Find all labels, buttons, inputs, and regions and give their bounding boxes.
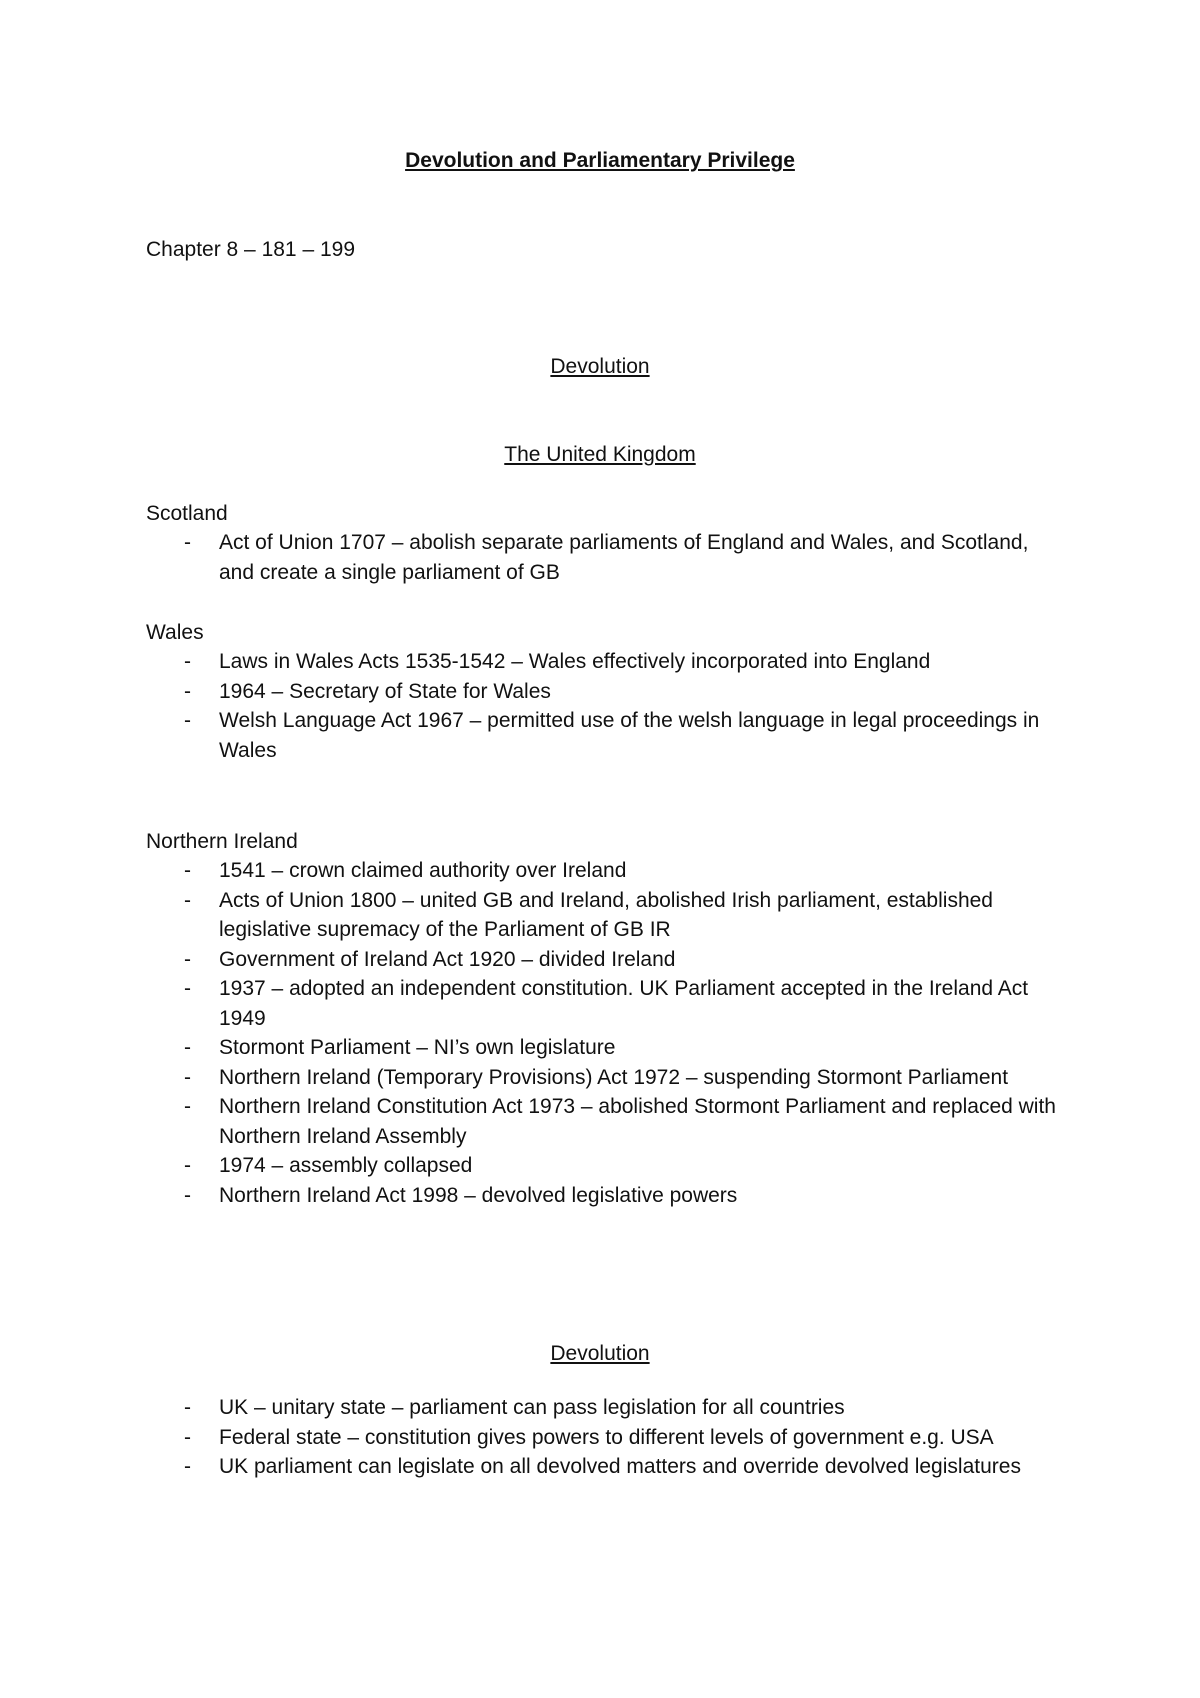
region-northern-ireland: [146, 828, 1066, 1210]
dash-bullet: -: [184, 859, 191, 882]
dash-bullet: -: [184, 1154, 191, 1177]
dash-bullet: -: [184, 650, 191, 673]
dash-bullet: -: [184, 1065, 191, 1089]
dash-bullet: -: [184, 888, 191, 912]
list-item: - Act of Union 1707 – abolish separate parliaments of England and Wales, and Scotland, and create a single parliament of GB: [146, 528, 1066, 587]
list-item: - Stormont Parliament – NI’s own legislature: [146, 1033, 1066, 1063]
region-list: [146, 528, 1066, 587]
page-title: Devolution and Parliamentary Privilege: [405, 149, 795, 172]
dash-bullet: -: [184, 531, 191, 554]
list-item: - Northern Ireland (Temporary Provisions) Act 1972 – suspending Stormont Parliament: [146, 1063, 1066, 1093]
section-heading-devolution: Devolution: [550, 355, 650, 378]
dash-bullet: -: [184, 947, 191, 971]
region-title: Scotland: [146, 502, 228, 525]
region-wales: [146, 619, 1066, 765]
region-title: Wales: [146, 621, 204, 644]
dash-bullet: -: [184, 709, 191, 732]
list-item: - 1541 – crown claimed authority over Ireland: [146, 856, 1066, 886]
section-heading-devolution-2: Devolution: [550, 1342, 650, 1365]
subheading-united-kingdom: The United Kingdom: [504, 443, 696, 466]
region-list: [146, 647, 1066, 765]
dash-bullet: -: [184, 1183, 191, 1207]
devolution-list-section: [146, 1393, 1066, 1482]
dash-bullet: -: [184, 1095, 191, 1118]
list-item: - Welsh Language Act 1967 – permitted use of the welsh language in legal proceedings in Wales: [146, 706, 1066, 765]
region-list: [146, 856, 1066, 1210]
list-item: - 1937 – adopted an independent constitution. UK Parliament accepted in the Ireland Act 1949: [146, 974, 1066, 1033]
list-item: - Northern Ireland Constitution Act 1973 – abolished Stormont Parliament and replaced with Northern Ireland Assembly: [146, 1092, 1066, 1151]
dash-bullet: -: [184, 1425, 191, 1449]
devolution-list: [146, 1393, 1066, 1482]
list-item: - UK – unitary state – parliament can pass legislation for all countries: [146, 1393, 1066, 1423]
list-item: - Northern Ireland Act 1998 – devolved legislative powers: [146, 1181, 1066, 1211]
list-item: - Federal state – constitution gives powers to different levels of government e.g. USA: [146, 1423, 1066, 1453]
list-item: - UK parliament can legislate on all devolved matters and override devolved legislatures: [146, 1452, 1066, 1482]
list-item: - Laws in Wales Acts 1535-1542 – Wales effectively incorporated into England: [146, 647, 1066, 677]
dash-bullet: -: [184, 679, 191, 703]
dash-bullet: -: [184, 1455, 191, 1478]
dash-bullet: -: [184, 1036, 191, 1059]
list-item: - 1974 – assembly collapsed: [146, 1151, 1066, 1181]
chapter-reference: Chapter 8 – 181 – 199: [146, 238, 355, 261]
region-title: Northern Ireland: [146, 830, 298, 853]
list-item: - Government of Ireland Act 1920 – divided Ireland: [146, 945, 1066, 975]
region-scotland: [146, 500, 1066, 587]
dash-bullet: -: [184, 1396, 191, 1419]
dash-bullet: -: [184, 977, 191, 1000]
list-item: - Acts of Union 1800 – united GB and Ireland, abolished Irish parliament, established legislative supremacy of the Parliament of GB IR: [146, 886, 1066, 945]
list-item: - 1964 – Secretary of State for Wales: [146, 677, 1066, 707]
